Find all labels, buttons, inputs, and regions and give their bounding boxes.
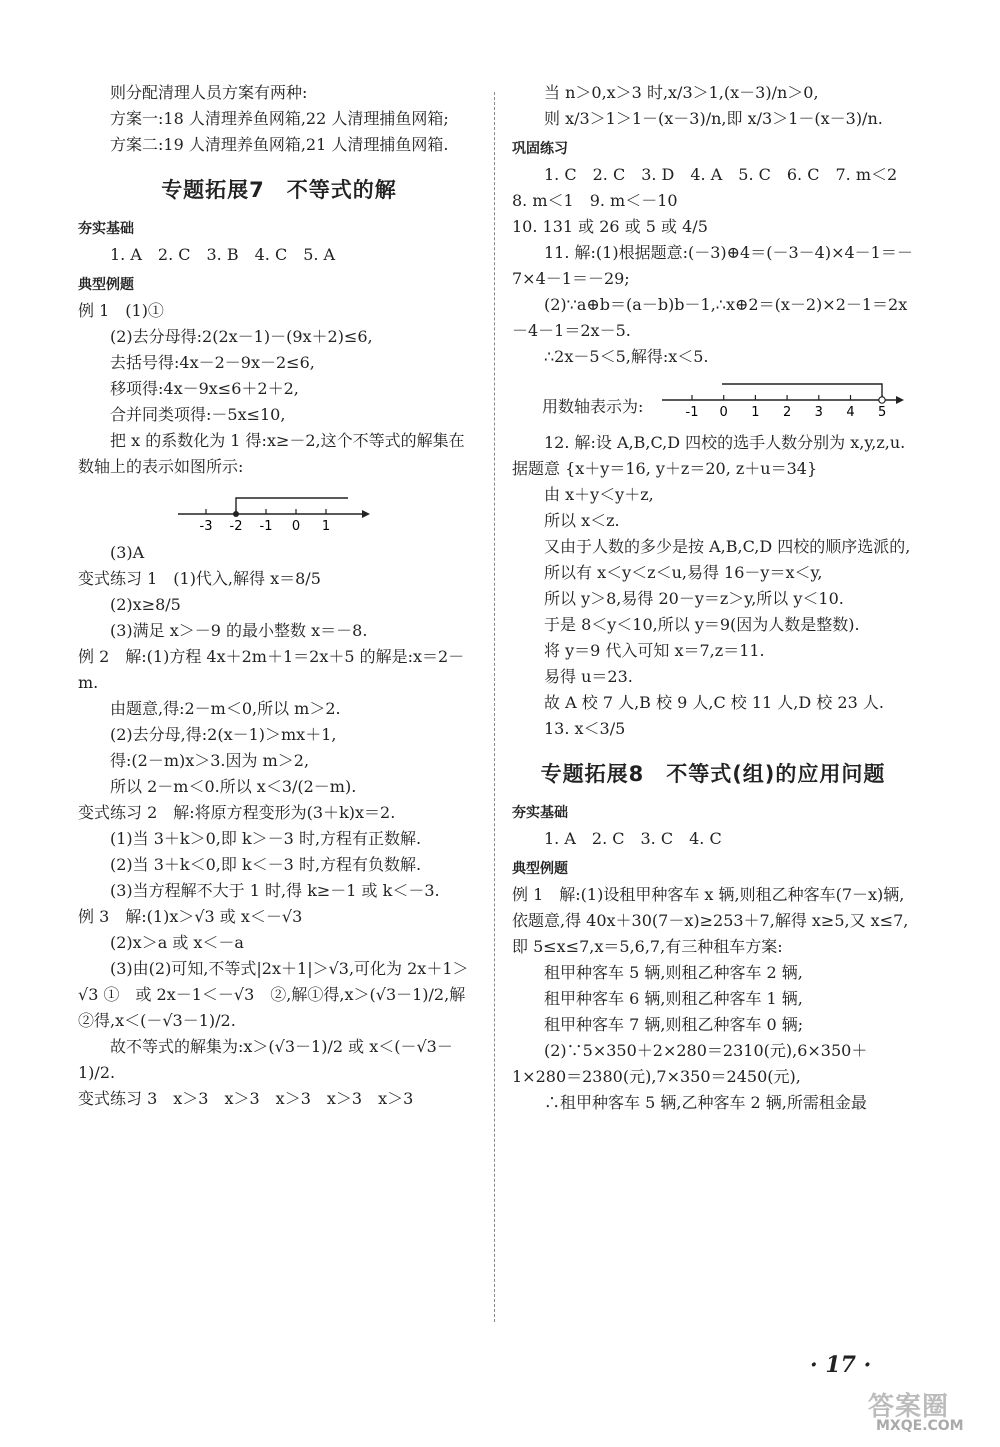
tick-label: -1 — [685, 405, 699, 420]
question-line: ∴2x－5＜5,解得:x＜5. — [544, 347, 709, 366]
text-line: 方案二:19 人清理养鱼网箱,21 人清理捕鱼网箱. — [110, 135, 449, 154]
variant-line: (3)满足 x＞－9 的最小整数 x＝－8. — [110, 621, 368, 640]
right-column — [512, 80, 914, 1116]
example-line: 租甲种客车 6 辆,则租乙种客车 1 辆, — [544, 989, 803, 1008]
example-line: 例 2 解:(1)方程 4x＋2m＋1＝2x＋5 的解是:x＝2－m. — [78, 647, 465, 692]
tick-label: 0 — [291, 519, 301, 534]
question-line: (2)∵a⊕b＝(a－b)b－1,∴x⊕2＝(x－2)×2－1＝2x－4－1＝2x－5. — [512, 295, 908, 340]
question-line: 又由于人数的多少是按 A,B,C,D 四校的顺序选派的, — [544, 537, 911, 556]
tick-label: 1 — [321, 519, 331, 534]
watermark-url: MXQE.COM — [876, 1418, 964, 1434]
answer-line: 10. 131 或 26 或 5 或 4/5 — [512, 217, 708, 236]
answer-line: 1. C 2. C 3. D 4. A 5. C 6. C 7. m＜2 — [544, 165, 898, 184]
question-line: 11. 解:(1)根据题意:(－3)⊕4＝(－3－4)×4－1＝－7×4－1＝－29; — [512, 243, 913, 288]
example-line: 由题意,得:2－m＜0,所以 m＞2. — [110, 699, 341, 718]
text-line: 方案一:18 人清理养鱼网箱,22 人清理捕鱼网箱; — [110, 109, 449, 128]
tick-label: 0 — [719, 405, 728, 420]
watermark-logo: 答案圈 — [868, 1392, 950, 1422]
example-line: 得:(2－m)x＞3.因为 m＞2, — [110, 751, 310, 770]
left-column — [78, 80, 480, 1112]
example-line: (3)A — [110, 543, 145, 562]
variant-line: (3)当方程解不大于 1 时,得 k≥－1 或 k＜－3. — [110, 881, 440, 900]
example-line: (2)去分母,得:2(x－1)＞mx＋1, — [110, 725, 337, 744]
variant-line: (2)当 3＋k＜0,即 k＜－3 时,方程有负数解. — [110, 855, 422, 874]
example-line: 租甲种客车 7 辆,则租乙种客车 0 辆; — [544, 1015, 804, 1034]
question-line: 12. 解:设 A,B,C,D 四校的选手人数分别为 x,y,z,u.据题意 {x＋y＝16, y＋z＝20, z＋u＝34} — [512, 433, 906, 478]
variant-line: 变式练习 2 解:将原方程变形为(3＋k)x＝2. — [78, 803, 396, 822]
section-heading: 夯实基础 — [78, 221, 134, 237]
example-line: 所以 2－m＜0.所以 x＜3/(2－m). — [110, 777, 357, 796]
section-heading: 典型例题 — [78, 277, 134, 293]
question-line: 13. x＜3/5 — [544, 719, 626, 738]
section-heading: 典型例题 — [512, 861, 568, 877]
text-line: 当 n＞0,x＞3 时,x/3＞1,(x－3)/n＞0, — [544, 83, 819, 102]
example-line: 例 1 解:(1)设租甲种客车 x 辆,则租乙种客车(7－x)辆,依题意,得 40x＋30(7－x)≥253＋7,解得 x≥5,又 x≤7,即 5≤x≤7,x＝5,6,7,有三种租车方案: — [512, 885, 909, 956]
example-line: 租甲种客车 5 辆,则租乙种客车 2 辆, — [544, 963, 803, 982]
example-line: (3)由(2)可知,不等式|2x＋1|＞√3,可化为 2x＋1＞√3 ① 或 2x－1＜－√3 ②,解①得,x＞(√3－1)/2,解②得,x＜(－√3－1)/2. — [78, 959, 469, 1030]
example-line: ∴租甲种客车 5 辆,乙种客车 2 辆,所需租金最 — [544, 1093, 867, 1112]
example-line: 例 1 (1)① — [78, 301, 164, 320]
number-line-2 — [512, 376, 914, 424]
answer-line: 1. A 2. C 3. C 4. C — [544, 829, 722, 848]
example-line: (2)x＞a 或 x＜－a — [110, 933, 244, 952]
question-line: 于是 8＜y＜10,所以 y＝9(因为人数是整数). — [544, 615, 860, 634]
tick-label: 4 — [846, 405, 855, 420]
tick-label: -3 — [199, 519, 213, 534]
tick-label: 5 — [878, 405, 887, 420]
section-heading: 夯实基础 — [512, 805, 568, 821]
variant-line: 变式练习 1 (1)代入,解得 x＝8/5 — [78, 569, 321, 588]
column-divider — [494, 92, 495, 1322]
tick-label: 1 — [751, 405, 760, 420]
number-line-1 — [78, 486, 480, 534]
tick-label: 2 — [782, 405, 792, 420]
example-line: 故不等式的解集为:x＞(√3－1)/2 或 x＜(－√3－1)/2. — [78, 1037, 453, 1082]
example-line: 去括号得:4x－2－9x－2≤6, — [110, 353, 315, 372]
example-line: 合并同类项得:－5x≤10, — [110, 405, 286, 424]
question-line: 将 y＝9 代入可知 x＝7,z＝11. — [544, 641, 765, 660]
example-line: 移项得:4x－9x≤6＋2＋2, — [110, 379, 299, 398]
section-heading: 巩固练习 — [512, 141, 568, 157]
variant-line: (1)当 3＋k＞0,即 k＞－3 时,方程有正数解. — [110, 829, 422, 848]
number-line-caption: 用数轴表示为: — [542, 397, 644, 416]
tick-label: -1 — [259, 519, 273, 534]
tick-label: 3 — [814, 405, 823, 420]
text-line: 则 x/3＞1＞1－(x－3)/n,即 x/3＞1－(x－3)/n. — [544, 109, 883, 128]
question-line: 故 A 校 7 人,B 校 9 人,C 校 11 人,D 校 23 人. — [544, 693, 884, 712]
answer-line: 8. m＜1 9. m＜－10 — [512, 191, 678, 210]
answer-line: 1. A 2. C 3. B 4. C 5. A — [110, 245, 336, 264]
example-line: (2)去分母得:2(2x－1)－(9x＋2)≤6, — [110, 327, 373, 346]
example-line: 把 x 的系数化为 1 得:x≥－2,这个不等式的解集在数轴上的表示如图所示: — [78, 431, 465, 476]
variant-line: 变式练习 3 x＞3 x＞3 x＞3 x＞3 x＞3 — [78, 1089, 414, 1108]
variant-line: (2)x≥8/5 — [110, 595, 181, 614]
question-line: 所以有 x＜y＜z＜u,易得 16－y＝x＜y, — [544, 563, 823, 582]
question-line: 由 x＋y＜y＋z, — [544, 485, 654, 504]
text-line: 则分配清理人员方案有两种: — [110, 83, 308, 102]
topic-title-8: 专题拓展8 不等式(组)的应用问题 — [540, 762, 886, 786]
tick-label: -2 — [229, 519, 243, 534]
example-line: 例 3 解:(1)x＞√3 或 x＜－√3 — [78, 907, 303, 926]
page-number: · 17 · — [810, 1352, 872, 1378]
number-line-1-svg — [78, 486, 480, 534]
topic-title-7: 专题拓展7 不等式的解 — [161, 178, 397, 202]
example-line: (2)∵5×350＋2×280＝2310(元),6×350＋1×280＝2380(元),7×350＝2450(元), — [512, 1041, 868, 1086]
question-line: 易得 u＝23. — [544, 667, 633, 686]
question-line: 所以 y＞8,易得 20－y＝z＞y,所以 y＜10. — [544, 589, 844, 608]
question-line: 所以 x＜z. — [544, 511, 620, 530]
